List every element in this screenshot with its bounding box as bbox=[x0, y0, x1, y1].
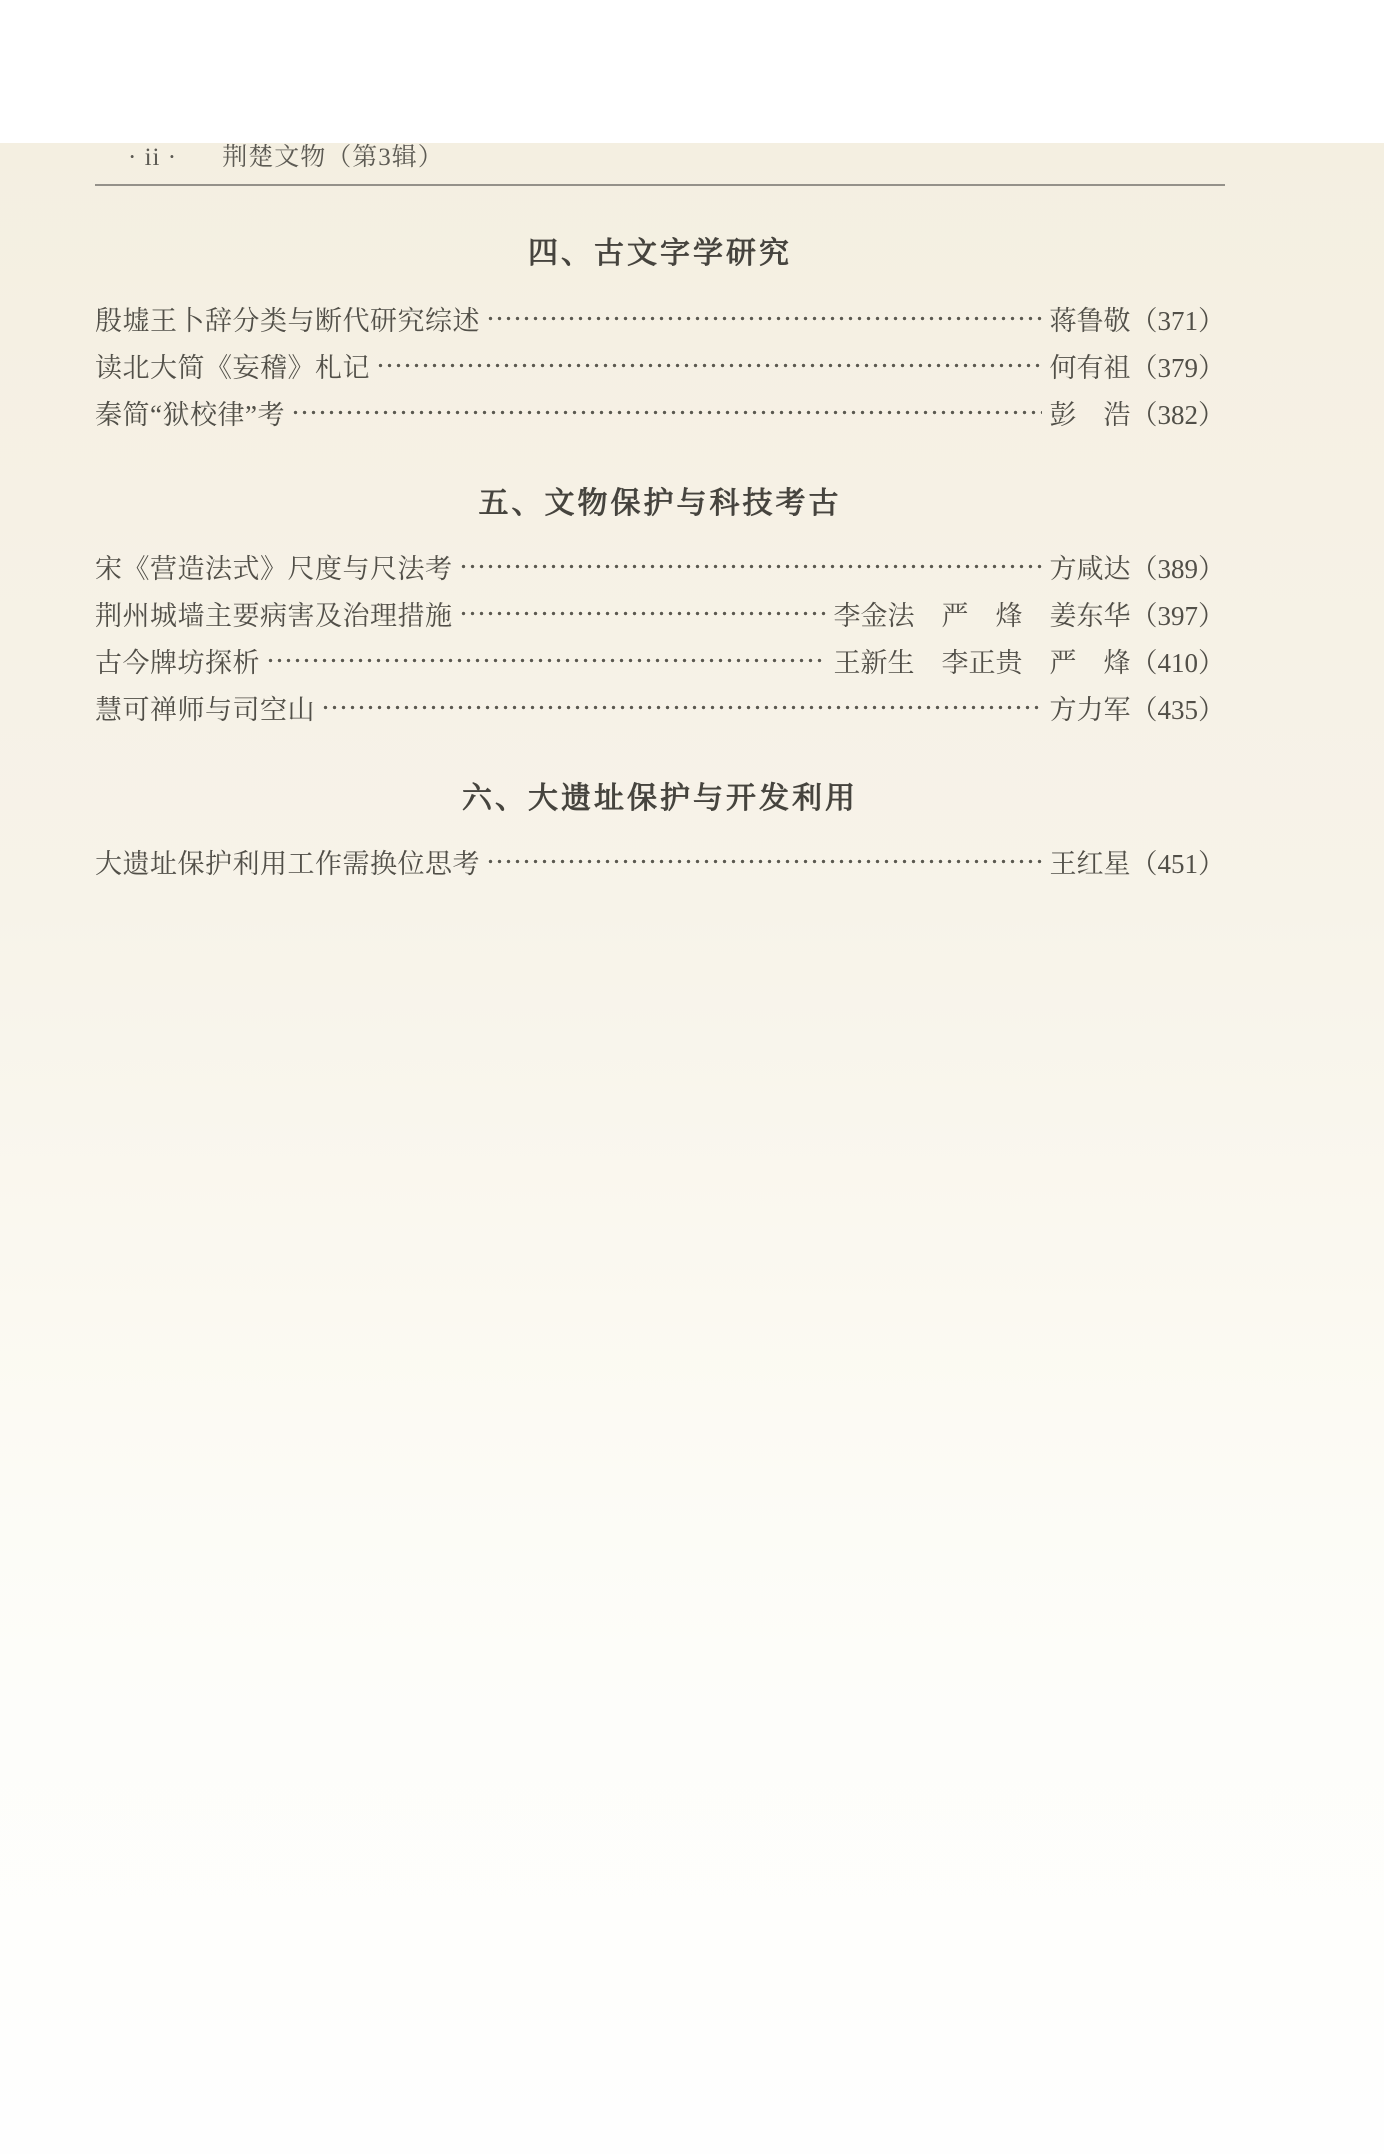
dot-leader bbox=[266, 637, 826, 684]
entry-authors: 蒋鲁敬 bbox=[1049, 306, 1131, 336]
entry-authors: 方咸达 bbox=[1049, 554, 1131, 584]
dot-leader bbox=[321, 684, 1042, 731]
scanned-toc-page bbox=[0, 143, 1384, 2154]
dot-leader bbox=[486, 838, 1042, 885]
entry-page-number: （397） bbox=[1130, 601, 1225, 631]
entry-authors: 李金法 严 烽 姜东华 bbox=[833, 601, 1131, 631]
toc-entry bbox=[95, 295, 1225, 342]
entry-authors: 方力军 bbox=[1049, 695, 1131, 725]
entry-page-number: （410） bbox=[1130, 648, 1225, 678]
section-5-entries bbox=[95, 543, 1225, 731]
entry-title: 读北大简《妄稽》札记 bbox=[95, 353, 370, 383]
toc-entry bbox=[95, 543, 1225, 590]
toc-entry bbox=[95, 389, 1225, 436]
dot-leader bbox=[376, 342, 1042, 389]
entry-authors: 彭 浩 bbox=[1049, 400, 1131, 430]
entry-title: 秦简“狱校律”考 bbox=[95, 400, 285, 430]
dot-leader bbox=[459, 590, 826, 637]
section-heading-6: 六、大遗址保护与开发利用 bbox=[462, 782, 858, 815]
dot-leader bbox=[459, 543, 1042, 590]
section-4-entries bbox=[95, 295, 1225, 436]
toc-entry bbox=[95, 684, 1225, 731]
entry-page-number: （371） bbox=[1130, 306, 1225, 336]
section-heading-5: 五、文物保护与科技考古 bbox=[478, 487, 842, 520]
book-title: 荆楚文物（第3辑） bbox=[222, 144, 444, 171]
section-heading-4: 四、古文字学研究 bbox=[528, 237, 792, 270]
entry-title: 慧可禅师与司空山 bbox=[95, 695, 315, 725]
entry-authors: 王新生 李正贵 严 烽 bbox=[833, 648, 1131, 678]
entry-page-number: （382） bbox=[1130, 400, 1225, 430]
dot-leader bbox=[291, 389, 1042, 436]
toc-entry bbox=[95, 838, 1225, 885]
entry-title: 宋《营造法式》尺度与尺法考 bbox=[95, 554, 453, 584]
page-number-marker: · ii · bbox=[128, 144, 178, 171]
entry-page-number: （451） bbox=[1130, 849, 1225, 879]
entry-authors: 何有祖 bbox=[1049, 353, 1131, 383]
toc-entry bbox=[95, 637, 1225, 684]
entry-page-number: （435） bbox=[1130, 695, 1225, 725]
entry-title: 殷墟王卜辞分类与断代研究综述 bbox=[95, 306, 480, 336]
toc-entry bbox=[95, 590, 1225, 637]
running-header bbox=[95, 143, 1225, 173]
entry-title: 大遗址保护利用工作需换位思考 bbox=[95, 849, 480, 879]
entry-authors: 王红星 bbox=[1049, 849, 1131, 879]
section-6-entries bbox=[95, 838, 1225, 885]
toc-entry bbox=[95, 342, 1225, 389]
header-rule bbox=[95, 184, 1225, 186]
entry-title: 古今牌坊探析 bbox=[95, 648, 260, 678]
entry-title: 荆州城墙主要病害及治理措施 bbox=[95, 601, 453, 631]
entry-page-number: （379） bbox=[1130, 353, 1225, 383]
entry-page-number: （389） bbox=[1130, 554, 1225, 584]
page-content bbox=[0, 143, 1384, 885]
dot-leader bbox=[486, 295, 1042, 342]
